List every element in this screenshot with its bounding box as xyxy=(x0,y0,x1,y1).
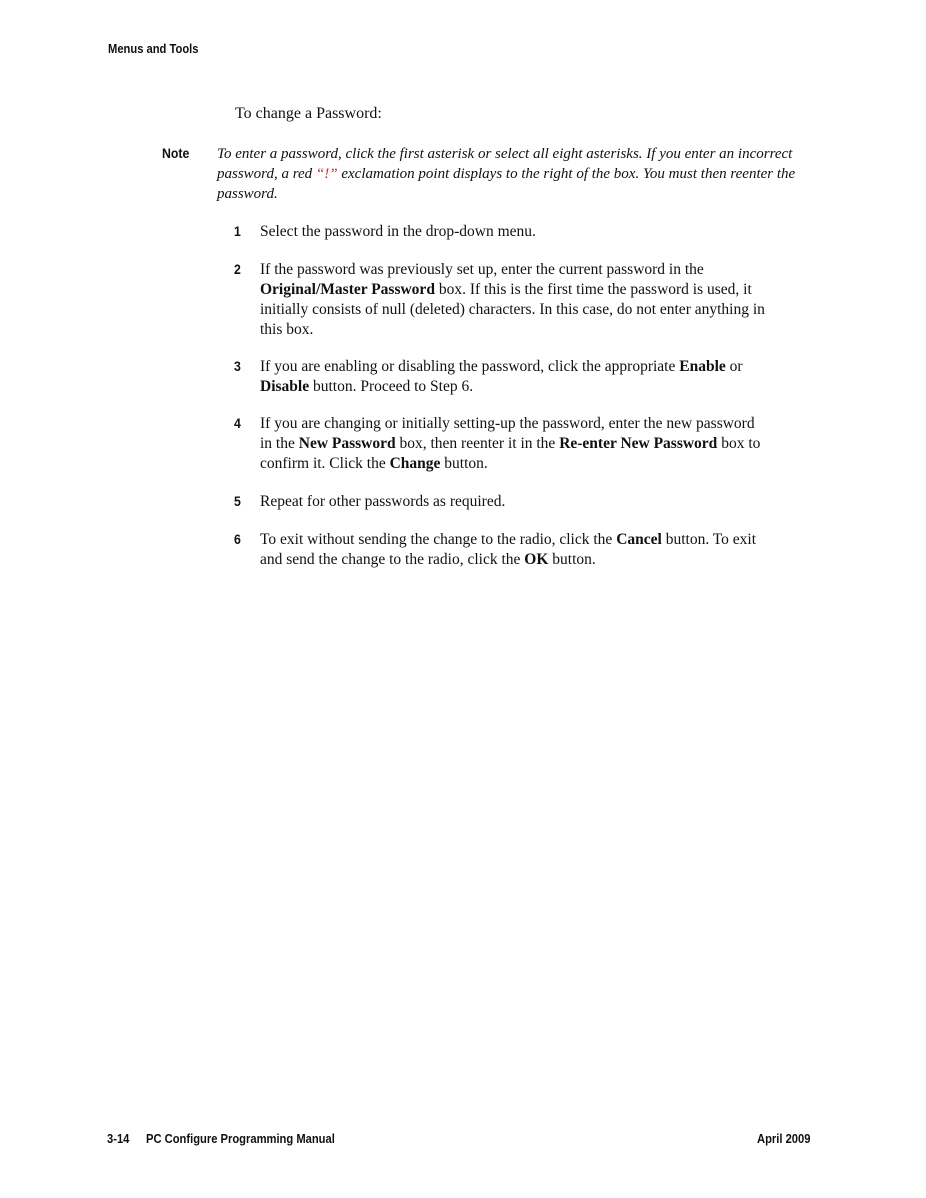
step-text-run: button. xyxy=(440,455,488,472)
step-text-run: button. To exit and send the change to the radio, click the xyxy=(260,531,757,568)
step-text xyxy=(260,260,770,340)
note-text xyxy=(217,144,823,204)
step-text xyxy=(260,530,770,570)
step-number: 6 xyxy=(234,531,241,547)
footer-page-number: 3-14 xyxy=(107,1131,130,1146)
ui-term-bold: Change xyxy=(389,455,441,472)
step-text-run: box. If this is the first time the password is used, it initially consists of null (deleted) characters. In this case, do not enter anything in this box. xyxy=(260,281,765,338)
footer-date: April 2009 xyxy=(757,1131,811,1146)
step-text-run: If you are enabling or disabling the password, click the appropriate xyxy=(260,358,680,375)
step-text xyxy=(260,414,770,474)
step-text xyxy=(260,357,770,397)
step-text-run: If you are changing or initially setting-up the password, enter the new password in the xyxy=(260,415,755,452)
intro-heading: To change a Password: xyxy=(235,105,382,122)
step-text xyxy=(260,492,770,512)
ui-term-bold: Disable xyxy=(260,378,310,395)
step-text-run: button. Proceed to Step 6. xyxy=(309,378,474,395)
step-number: 2 xyxy=(234,261,241,277)
ui-term-bold: OK xyxy=(524,551,549,568)
step-text xyxy=(260,222,770,242)
step-text-run: Repeat for other passwords as required. xyxy=(260,493,506,510)
step-text-run: box, then reenter it in the xyxy=(395,435,560,452)
ui-term-bold: Original/Master Password xyxy=(260,281,435,298)
ui-term-bold: New Password xyxy=(298,435,396,452)
step-number: 1 xyxy=(234,223,241,239)
step-number: 3 xyxy=(234,358,241,374)
ui-term-bold: Enable xyxy=(679,358,726,375)
note-text-before: To enter a password, click the first asterisk or select all eight asterisks. If you enter an incorrect password, a red xyxy=(217,146,793,182)
ui-term-bold: Cancel xyxy=(616,531,662,548)
step-text-run: Select the password in the drop-down menu. xyxy=(260,223,536,240)
note-label: Note xyxy=(162,145,190,161)
step-text-run: button. xyxy=(548,551,596,568)
step-text-run: If the password was previously set up, enter the current password in the xyxy=(260,261,704,278)
step-text-run: or xyxy=(725,358,743,375)
note-text-after: exclamation point displays to the right of the box. You must then reenter the password. xyxy=(217,166,796,202)
step-text-run: box to confirm it. Click the xyxy=(260,435,761,472)
footer-manual-title: PC Configure Programming Manual xyxy=(146,1131,335,1146)
ui-term-bold: Re-enter New Password xyxy=(559,435,718,452)
running-header: Menus and Tools xyxy=(108,41,199,56)
step-number: 5 xyxy=(234,493,241,509)
note-exclamation-highlight: “!” xyxy=(315,166,338,182)
step-text-run: To exit without sending the change to the radio, click the xyxy=(260,531,617,548)
step-number: 4 xyxy=(234,415,241,431)
